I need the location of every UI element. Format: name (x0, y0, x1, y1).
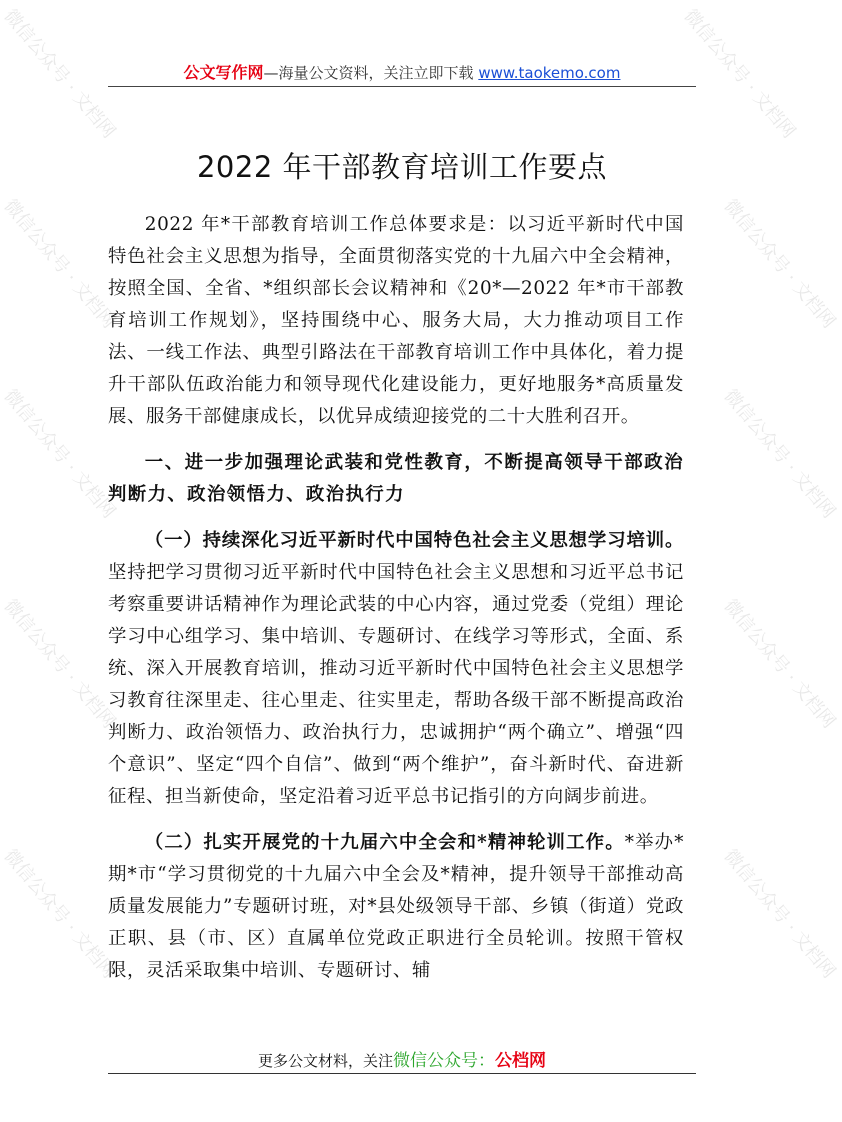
watermark: 微信公众号 · 文档网 (719, 195, 840, 333)
item-lead-2: （二）扎实开展党的十九届六中全会和*精神轮训工作。 (144, 832, 625, 853)
item-paragraph-2 (108, 827, 684, 987)
site-tagline: —海量公文资料，关注立即下载 (263, 64, 479, 82)
item-paragraph-1 (108, 525, 684, 813)
watermark: 微信公众号 · 文档网 (0, 845, 120, 983)
watermark: 微信公众号 · 文档网 (0, 595, 120, 733)
footer-brand: 公档网 (495, 1051, 546, 1071)
footer-wechat-label: 微信公众号： (393, 1051, 495, 1071)
site-url-link[interactable]: www.taokemo.com (478, 64, 621, 82)
watermark: 微信公众号 · 文档网 (679, 5, 800, 143)
watermark: 微信公众号 · 文档网 (0, 385, 120, 523)
watermark: 微信公众号 · 文档网 (719, 845, 840, 983)
watermark: 微信公众号 · 文档网 (719, 595, 840, 733)
section-heading-1: 一、进一步加强理论武装和党性教育，不断提高领导干部政治判断力、政治领悟力、政治执行力 (108, 452, 684, 505)
item-text-1: 坚持把学习贯彻习近平新时代中国特色社会主义思想和习近平总书记考察重要讲话精神作为理论武装的中心内容，通过党委（党组）理论学习中心组学习、集中培训、专题研讨、在线学习等形式，全面、系统、深入开展教育培训，推动习近平新时代中国特色社会主义思想学习教育往深里走、往心里走、往实里走，帮助各级干部不断提高政治判断力、政治领悟力、政治执行力，忠诚拥护“两个确立”、增强“四个意识”、坚定“四个自信”、做到“两个维护”，奋斗新时代、奋进新征程、担当新使命，坚定沿着习近平总书记指引的方向阔步前进。 (108, 562, 684, 807)
watermark: 微信公众号 · 文档网 (0, 5, 120, 143)
item-lead-1: （一）持续深化习近平新时代中国特色社会主义思想学习培训。 (144, 530, 684, 551)
document-body (108, 209, 684, 987)
intro-paragraph: 2022 年*干部教育培训工作总体要求是：以习近平新时代中国特色社会主义思想为指导，全面贯彻落实党的十九届六中全会精神，按照全国、全省、*组织部长会议精神和《20*—2022 年*市干部教育培训工作规划》，坚持围绕中心、服务大局，大力推动项目工作法、一线工作法、典型引路法在干部教育培训工作中具体化，着力提升干部队伍政治能力和领导现代化建设能力，更好地服务*高质量发展、服务干部健康成长，以优异成绩迎接党的二十大胜利召开。 (108, 214, 684, 427)
footer-divider (108, 1073, 696, 1074)
watermark: 微信公众号 · 文档网 (0, 195, 120, 333)
page-header (108, 60, 696, 87)
site-brand: 公文写作网 (183, 63, 264, 82)
page-footer (108, 1046, 696, 1071)
document-title: 2022 年干部教育培训工作要点 (196, 150, 608, 184)
footer-prefix: 更多公文材料，关注 (257, 1052, 393, 1070)
watermark: 微信公众号 · 文档网 (719, 385, 840, 523)
item-text-2: *举办*期*市“学习贯彻党的十九届六中全会及*精神，提升领导干部推动高质量发展能力”专题研讨班，对*县处级领导干部、乡镇（街道）党政正职、县（市、区）直属单位党政正职进行全员轮训。按照干管权限，灵活采取集中培训、专题研讨、辅 (108, 832, 684, 981)
